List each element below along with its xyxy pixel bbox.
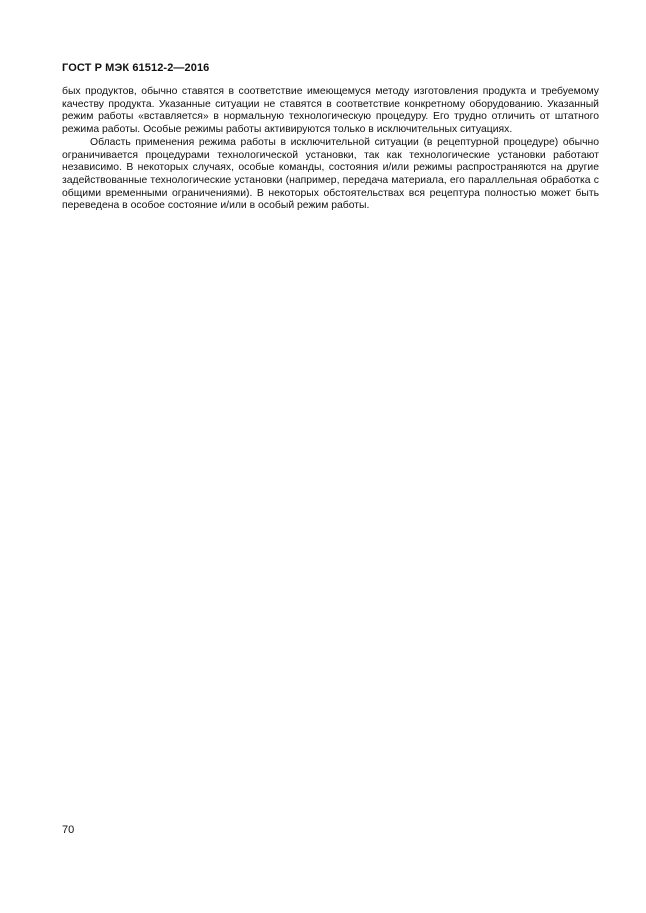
body-text — [62, 86, 599, 213]
paragraph: Область применения режима работы в исключительной ситуации (в рецептурной процедуре) обычно ограничивается процедурами технологической установки, так как технологические установки работают независимо. В некоторых случаях, особые команды, состояния и/или режимы распространяются на другие задействованные технологические установки (например, передача материала, его параллельная обработка с общими временными ограничениями). В некоторых обстоятельствах вся рецептура полностью может быть переведена в особое состояние и/или в особый режим работы. — [62, 136, 599, 212]
page-number: 70 — [62, 824, 75, 836]
document-header: ГОСТ Р МЭК 61512-2—2016 — [62, 62, 210, 74]
paragraph-continuation: бых продуктов, обычно ставятся в соответствие имеющемуся методу изготовления продукта и требуемому качеству продукта. Указанные ситуации не ставятся в соответствие конкретному оборудованию. Указанный режим работы «вставляется» в нормальную технологическую процедуру. Его трудно отличить от штатного режима работы. Особые режимы работы активируются только в исключительных ситуациях. — [62, 86, 599, 136]
